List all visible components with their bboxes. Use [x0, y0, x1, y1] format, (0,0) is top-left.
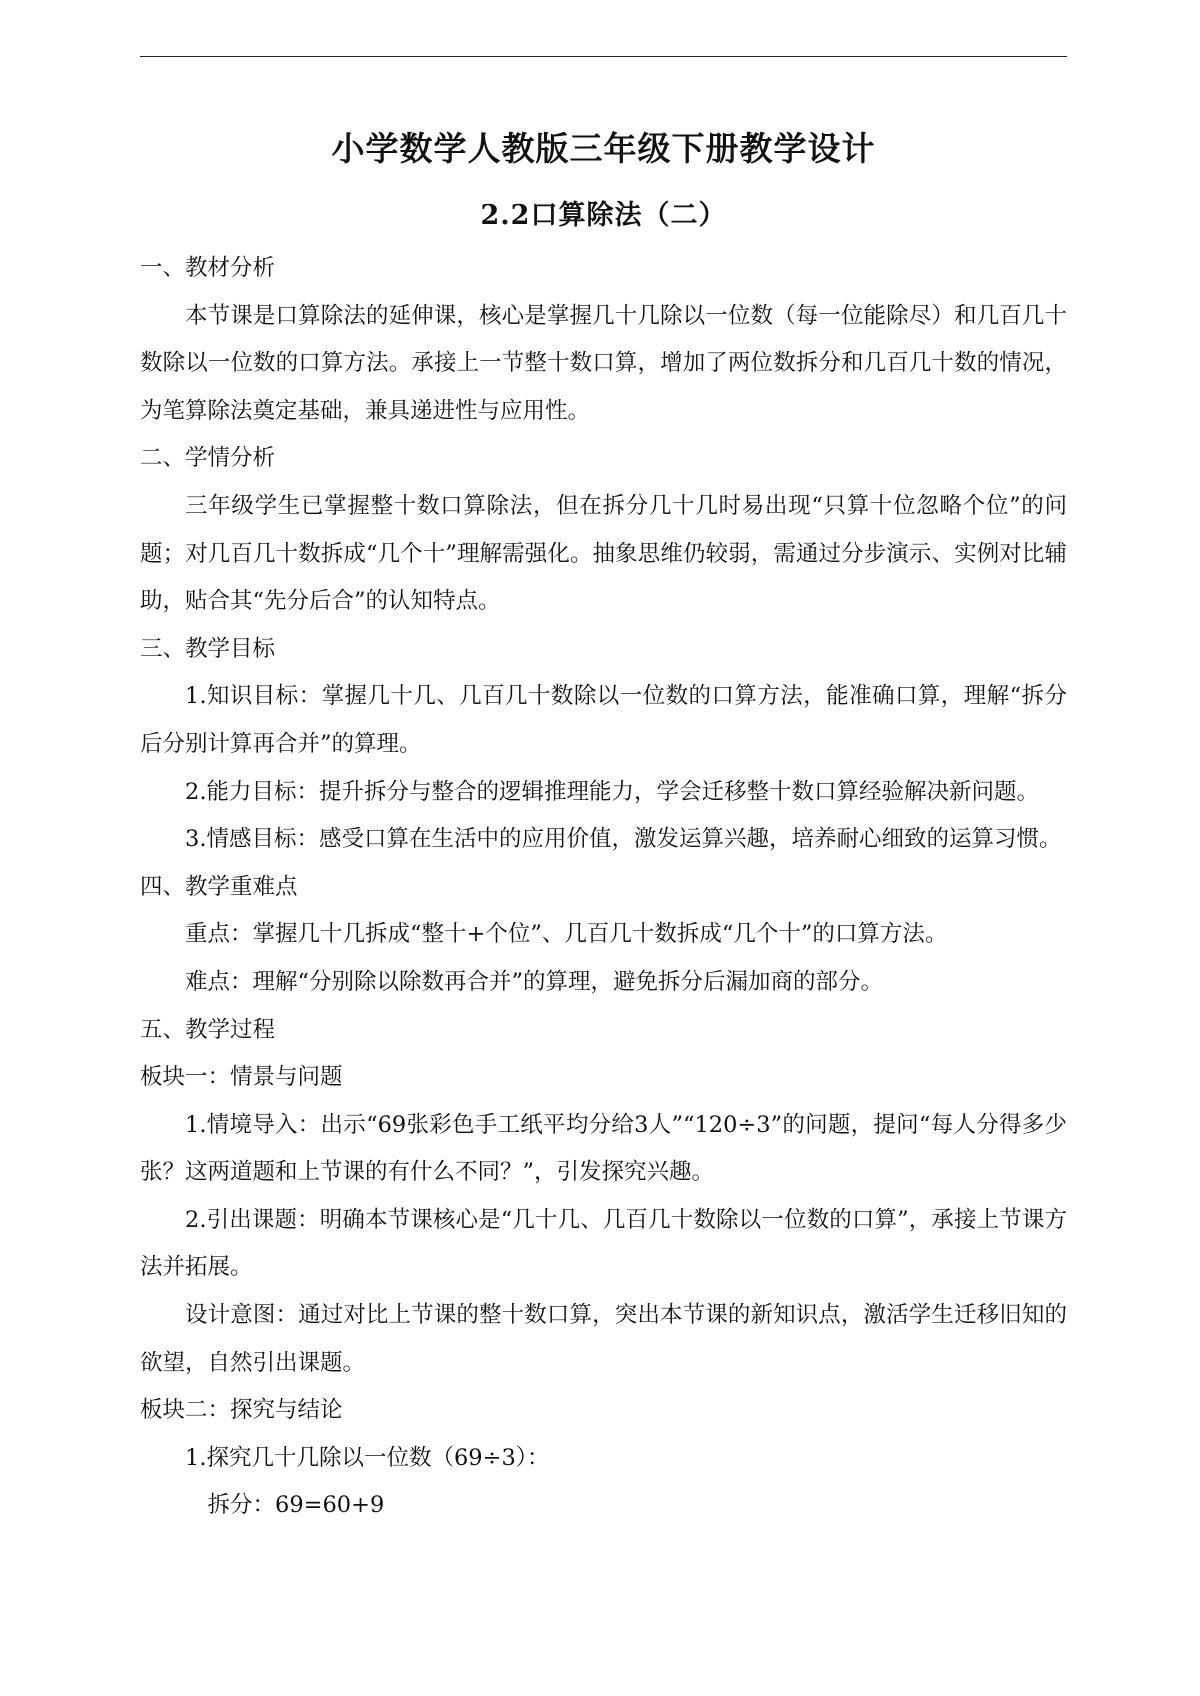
block-heading-exploration: 板块二：探究与结论 [140, 1397, 343, 1424]
paragraph: 三年级学生已掌握整十数口算除法，但在拆分几十几时易出现“只算十位忽略个位”的问题；对几百几十数拆成“几个十”理解需强化。抽象思维仍较弱，需通过分步演示、实例对比辅助，贴合其“先分后合”的认知特点。 [140, 492, 1067, 615]
document-title: 小学数学人教版三年级下册教学设计 [331, 129, 876, 168]
calculation-step: 拆分：69=60+9 [207, 1492, 385, 1519]
key-point-item: 重点：掌握几十几拆成“整十+个位”、几百几十数拆成“几个十”的口算方法。 [185, 921, 948, 948]
section-heading-key-points: 四、教学重难点 [140, 873, 298, 900]
objective-item: 1.知识目标：掌握几十几、几百几十数除以一位数的口算方法，能准确口算，理解“拆分后分别计算再合并”的算理。 [140, 683, 1067, 757]
block-heading-scenario: 板块一：情景与问题 [140, 1064, 343, 1091]
design-intent: 设计意图：通过对比上节课的整十数口算，突出本节课的新知识点，激活学生迁移旧知的欲望，自然引出课题。 [140, 1302, 1067, 1376]
section-heading-student-analysis: 二、学情分析 [140, 445, 276, 472]
process-step: 1.情境导入：出示“69张彩色手工纸平均分给3人”“120÷3”的问题，提问“每人分得多少张？这两道题和上节课的有什么不同？”，引发探究兴趣。 [140, 1111, 1067, 1186]
process-step: 2.引出课题：明确本节课核心是“几十几、几百几十数除以一位数的口算”，承接上节课方法并拓展。 [140, 1206, 1067, 1281]
lesson-subtitle: 2.2口算除法（二） [480, 200, 727, 231]
section-heading-textbook-analysis: 一、教材分析 [140, 255, 276, 281]
section-heading-objectives: 三、教学目标 [140, 635, 276, 662]
paragraph: 本节课是口算除法的延伸课，核心是掌握几十几除以一位数（每一位能除尽）和几百几十数除以一位数的口算方法。承接上一节整十数口算，增加了两位数拆分和几百几十数的情况，为笔算除法奠定基础，兼具递进性与应用性。 [140, 302, 1067, 424]
difficulty-item: 难点：理解“分别除以除数再合并”的算理，避免拆分后漏加商的部分。 [185, 968, 884, 995]
objective-item: 3.情感目标：感受口算在生活中的应用价值，激发运算兴趣，培养耐心细致的运算习惯。 [185, 826, 1062, 853]
process-step: 1.探究几十几除以一位数（69÷3）： [185, 1444, 550, 1471]
header-rule [140, 56, 1067, 57]
document-body [140, 245, 1067, 1530]
section-heading-process: 五、教学过程 [140, 1016, 276, 1043]
objective-item: 2.能力目标：提升拆分与整合的逻辑推理能力，学会迁移整十数口算经验解决新问题。 [185, 778, 1039, 805]
